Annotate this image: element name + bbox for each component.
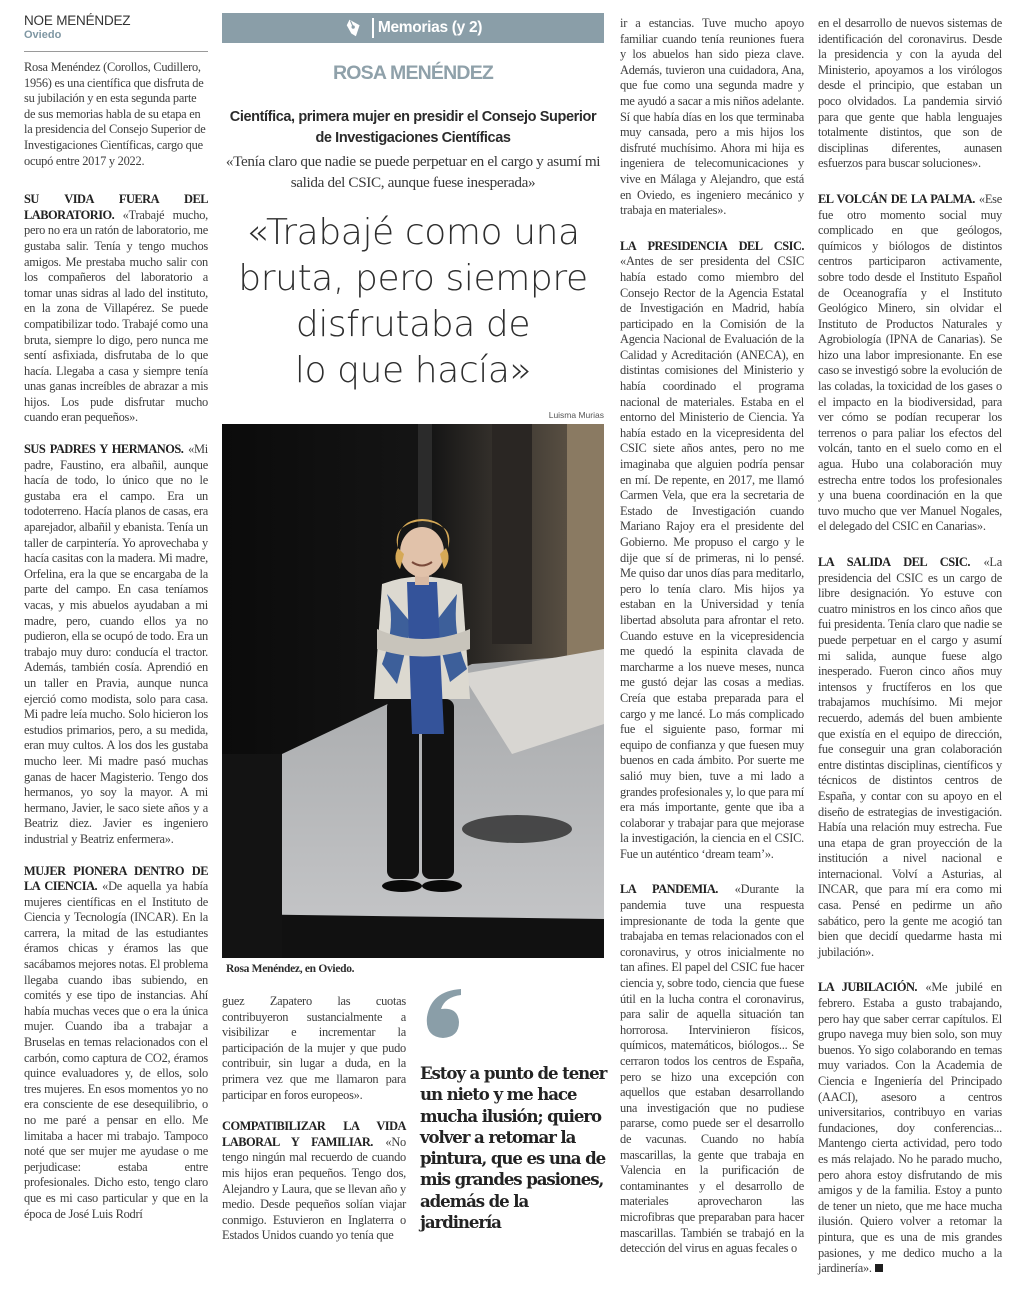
headline-line: «Trabajé como una: [246, 212, 580, 253]
article-intro: Rosa Menéndez (Corollos, Cudillero, 1956) es una científica que disfruta de su jubilación y en esta segunda parte de sus memorias habla de su etapa en la presidencia del Consejo Superior de Investigaciones Científicas, cargo que ocupó entre 2017 y 2022.: [24, 60, 206, 168]
end-of-article-mark: [875, 1264, 883, 1272]
section-separator: [372, 18, 374, 38]
article-section: [818, 980, 1002, 1276]
section-label: Memorias (y 2): [377, 19, 483, 36]
section-text: «Mi padre, Faustino, era albañil, aunque hacía de todo, lo único que no le gustaba era el campo. Era un todoterreno. Hacía planos de casas, era aparejador, albañil y ebanista. Tenía un taller de carpintería. Yo aprovechaba y hacía casitas con la madera. Mi madre, Orfelina, era la que se encargaba de la parte del campo. En casa teníamos vacas, y mis abuelos ayudaban a mi madre, pero, cuando ellos ya no pudieron, ella se ocupó de todo. Era un trabajo muy duro: conducía el tractor. Además, también cosía. Aprendió en un taller en Pravia, aunque nunca ejerció como modista, solo para casa. Mi padre leía mucho. Solo hicieron los estudios primarios, pero, a su medida, eran muy cultos. A los dos les gustaba mucho leer. Mi madre pasó muchas ganas de hacer Magisterio. Tengo dos hermanos, yo soy la mayor. A mi hermano, Javier, le saco siete años y a Beatriz diez. Javier es ingeniero industrial y Beatriz enfermera».: [24, 442, 208, 846]
portrait-photo: [222, 424, 604, 958]
section-text: «Antes de ser presidenta del CSIC había estado como miembro del Consejo Rector de la Agencia Estatal de Investigación en Madrid, había participado en la Comisión de la Agencia Nacional de Evaluación de la Calidad y Acreditación (ANECA), en distintas comisiones del Ministerio y había coordinado el programa nacional de materiales. Estaba en el entorno del Ministerio de Ciencia. Ya había estado en la vicepresidenta del CSIC siete años antes, pero no me imaginaba que alguien podría pensar en mí. De repente, en 2017, me llamó Carmen Vela, que era la secretaria de Estado de Investigación cuando Mariano Rajoy era el presidente del Gobierno. Me propuso el cargo y le dije que sí de primeras, ni lo pensé. Me quiso dar unos días para meditarlo, pero lo tenía claro. Mis hijos ya estaban en la Universidad y tenía libertad absoluta para afrontar el reto. Cuando estuve en la vicepresidencia me quedó la espinita clavada de marcharme a los nueve meses, nunca me gustó dejar las cosas a medias. Creía que estaba preparada para el cargo y me lancé. Lo más complicado fue el siguiente paso, formar mi equipo de confianza y que fuesen muy buenos en cada ámbito. Por suerte me salió muy bien, tuve a mi lado a grandes profesionales y, lo que para mí era más importante, gente que iba a colaborar y trabajar para que mejorase la investigación, la ciencia en el CSIC. Fue un auténtico ‘dream team’».: [620, 254, 804, 861]
headline-line: disfrutaba de: [295, 304, 531, 345]
section-text: «De aquella ya había mujeres científicas en el Instituto de Ciencia y Tecnología (INCAR). En la carrera, la mitad de las estudiantes éramos chicas y éramos las que sacábamos mejores notas. El problema llegaba cuando ibas subiendo, en comités y ese tipo de instancias. Ahí había muchas veces que o era la única mujer. Cuando iba a trabajar a Bruselas en temas relacionados con el carbón, como captura de CO2, éramos quince evaluadores y, de ellos, solo tres mujeres. En esos momentos yo no era consciente de ese desequilibrio, o no me paré a pensar en ello. Me limitaba a hacer mi trabajo. Tampoco noté que ser mujer me ayudase o me perjudicase: estaba entre profesionales. Dicho esto, tengo claro que es mi caso particular y que en la época de José Luis Rodrí: [24, 879, 208, 1221]
pull-quote: [420, 985, 610, 1233]
article-section: [620, 16, 804, 219]
column-3: [620, 16, 804, 1273]
article-section: [620, 239, 804, 863]
section-lead: LA SALIDA DEL CSIC.: [818, 555, 970, 569]
article-section: [818, 192, 1002, 535]
article-section: [222, 994, 406, 1103]
section-text: «No tengo ningún mal recuerdo de cuando mis hijos eran pequeños. Tengo dos, Alejandro y Laura, que se llevan año y medio. Desde pequeños solían viajar conmigo. Estuvieron en Inglaterra o Estados Unidos cuando yo tenía que: [222, 1134, 406, 1243]
column-1: [24, 0, 208, 1238]
photo-credit: Luisma Murias: [548, 410, 604, 420]
article-section: [24, 192, 208, 426]
byline-author: NOE MENÉNDEZ: [24, 13, 131, 28]
section-text: guez Zapatero las cuotas contribuyeron sustancialmente a visibilizar e incrementar la participación de la mujer y que pudo contribuir, sin lugar a duda, en la primera vez que me llamaron para participar en foros europeos».: [222, 994, 406, 1102]
headline: [222, 210, 604, 394]
section-text: «Ese fue otro momento social muy complicado en que geólogos, químicos y biólogos de distintos centros participaron activamente, sobre todo desde el Instituto Español de Oceanografía y el Instituto Geológico Minero, sin olvidar el Instituto de Productos Naturales y Agrobiología (IPNA de Canarias). Se hizo una labor impresionante. En ese caso se investigó sobre la evolución de las coladas, la toxicidad de los gases o el impacto en la biodiversidad, para ver cómo se podían recuperar los terrenos o para paliar los efectos del volcán, tanto en el suelo como en el agua. Hubo una colaboración muy estrecha entre todos los profesionales y una buena coordinación en la que tuvo mucho que ver Manuel Nogales, el delegado del CSIC en Canarias».: [818, 191, 1002, 534]
photo-caption: Rosa Menéndez, en Oviedo.: [226, 963, 355, 975]
article-section: [818, 16, 1002, 172]
subject-name: ROSA MENÉNDEZ: [332, 62, 494, 84]
section-text: «Trabajé mucho, pero no era un ratón de laboratorio, me gustaba salir. Tenía y tengo muchos amigos. Me prestaba mucho salir con los compañeros del laboratorio a tomar unas sidras al lado del instituto, en la zona de Villapérez. Se puede compatibilizar todo. Trabajé como una bruta, siempre lo digo, pero nunca me sentí asfixiada, disfrutaba de lo que hacía. Llegaba a casa y siempre tenía unas ganas increíbles de abrazar a mis hijos. Los pude disfrutar mucho cuando eran pequeños».: [24, 207, 208, 425]
quotation-mark-icon: [421, 985, 467, 1041]
center-column-text: [222, 994, 406, 1260]
section-lead: EL VOLCÁN DE LA PALMA.: [818, 191, 975, 206]
section-text: ir a estancias. Tuve mucho apoyo familiar cuando tenía reuniones fuera y los abuelos han sido pieza clave. Además, tuvieron una cuidadora, Ana, que fue como una segunda madre y me ayudó a sacar a mis niños adelante. Sí que había días en los que terminaba muy cansada, pero a mis hijos los disfruté muchísimo. Ahora mi hija es ingeniera de telecomunicaciones y vive en Málaga y Alejandro, que está en Oviedo, es ingeniero mecánico y trabaja en materiales».: [620, 16, 804, 218]
section-text: «Durante la pandemia tuve una respuesta impresionante de toda la gente que trabajaba en temas relacionados con el coronavirus, y otros inicialmente no tan afines. El papel del CSIC fue hacer ciencia y, sobre todo, ciencia que fuese útil en la lucha contra el coronavirus, para salir de aquella situación tan horrorosa. Intervinieron físicos, químicos, matemáticos, biólogos... Se cerraron todos los centros de España, pero se hizo una excepción con aquellos que estaban desarrollando una investigación que no pudiese pararse, como puede ser el desarrollo de vacunas. Cuando no había mascarillas, la gente que trabaja en Valencia en la purificación de contaminantes y el desarrollo de materiales aprovecharon las microfibras que preparaban para hacer mascarillas. También se trabajó en la detección del virus en aguas fecales o: [620, 882, 804, 1256]
headline-line: bruta, pero siempre: [238, 258, 588, 299]
section-lead: COMPATIBILIZAR LA VIDA LABORAL Y FAMILIAR.: [222, 1119, 406, 1149]
article-section: [620, 882, 804, 1256]
article-section: [24, 864, 208, 1223]
top-quote: «Tenía claro que nadie se puede perpetuar en el cargo y asumí mi salida del CSIC, aunque fuese inesperada»: [225, 153, 601, 191]
section-lead: SUS PADRES Y HERMANOS.: [24, 442, 184, 457]
article-section: [818, 555, 1002, 960]
section-lead: LA PANDEMIA.: [620, 882, 718, 897]
section-lead: MUJER PIONERA DENTRO DE LA CIENCIA.: [24, 863, 208, 894]
article-section: [24, 442, 208, 847]
headline-line: lo que hacía»: [294, 350, 532, 391]
column-4: [818, 16, 1002, 1293]
pull-quote-text: Estoy a punto de tener un nieto y me hace mucha ilusión; quiero volver a retomar la pintura, que es una de mis grandes pasiones, además de la jardinería: [420, 1063, 607, 1233]
section-lead: LA JUBILACIÓN.: [818, 980, 918, 995]
article-deck: Científica, primera mujer en presidir el Consejo Superior de Investigaciones Científicas: [229, 109, 597, 146]
section-text: en el desarrollo de nuevos sistemas de identificación del coronavirus. Desde la presidencia y con la ayuda del Ministerio, apoyamos a los virólogos desde el principio, que estaban un poco olvidados. La pandemia sirvió para que gente que habla lenguajes totalmente distintos, que son de disciplinas diferentes, aunasen esfuerzos para buscar soluciones».: [818, 16, 1002, 171]
section-lead: SU VIDA FUERA DEL LABORATORIO.: [24, 192, 208, 222]
section-lead: LA PRESIDENCIA DEL CSIC.: [620, 238, 804, 253]
fountain-pen-icon: [344, 17, 366, 39]
photo-illustration: [222, 424, 604, 958]
section-text: «Me jubilé en febrero. Estaba a gusto trabajando, pero hay que saber cerrar capítulos. El grupo navega muy bien solo, son muy buenos. Yo sigo colaborando en temas muy variados. Con la Academia de Ciencia e Ingeniería del Principado (AACI), asesoro a centros universitarios, contribuyo en varias fundaciones, doy conferencias... Mantengo cierta actividad, pero todo es más relajado. No he parado mucho, pero ahora estoy disfrutando de mis amigos y de la familia. Estoy a punto de tener un nieto, que me hace mucha ilusión. Quiero volver a retomar la pintura, que es una de mis grandes pasiones, y me dedico mucho a la jardinería».: [818, 980, 1002, 1276]
article-section: [222, 1119, 406, 1244]
section-text: «La presidencia del CSIC es un cargo de libre designación. Yo estuve con cuatro ministros en los cinco años que fui presidenta. Tenía claro que nadie se puede perpetuar en el cargo y asumí mi salida, aunque fuese algo inesperado. Fueron cinco años muy intensos y fructíferos en los que trabajamos muchísimo. Mi mejor recuerdo, además del buen ambiente que existía en el equipo de dirección, fue conseguir una gran colaboración entre distintas disciplinas, científicos y técnicos de distintos centros de España, y contar con su apoyo en el diseño de estrategias de investigación. Había una relación muy estrecha. Fue una etapa de gran proyección de la institución a nivel nacional e internacional. Volví a Asturias, al INCAR, que para mí era como mi casa. Pensé en pedirme un año sabático, pero la gente me acogió tan bien que decidí quedarme hasta mi jubilación».: [818, 555, 1002, 959]
byline-divider: [24, 51, 208, 52]
section-header-bar: [222, 13, 604, 43]
byline-location: Oviedo: [24, 29, 62, 41]
